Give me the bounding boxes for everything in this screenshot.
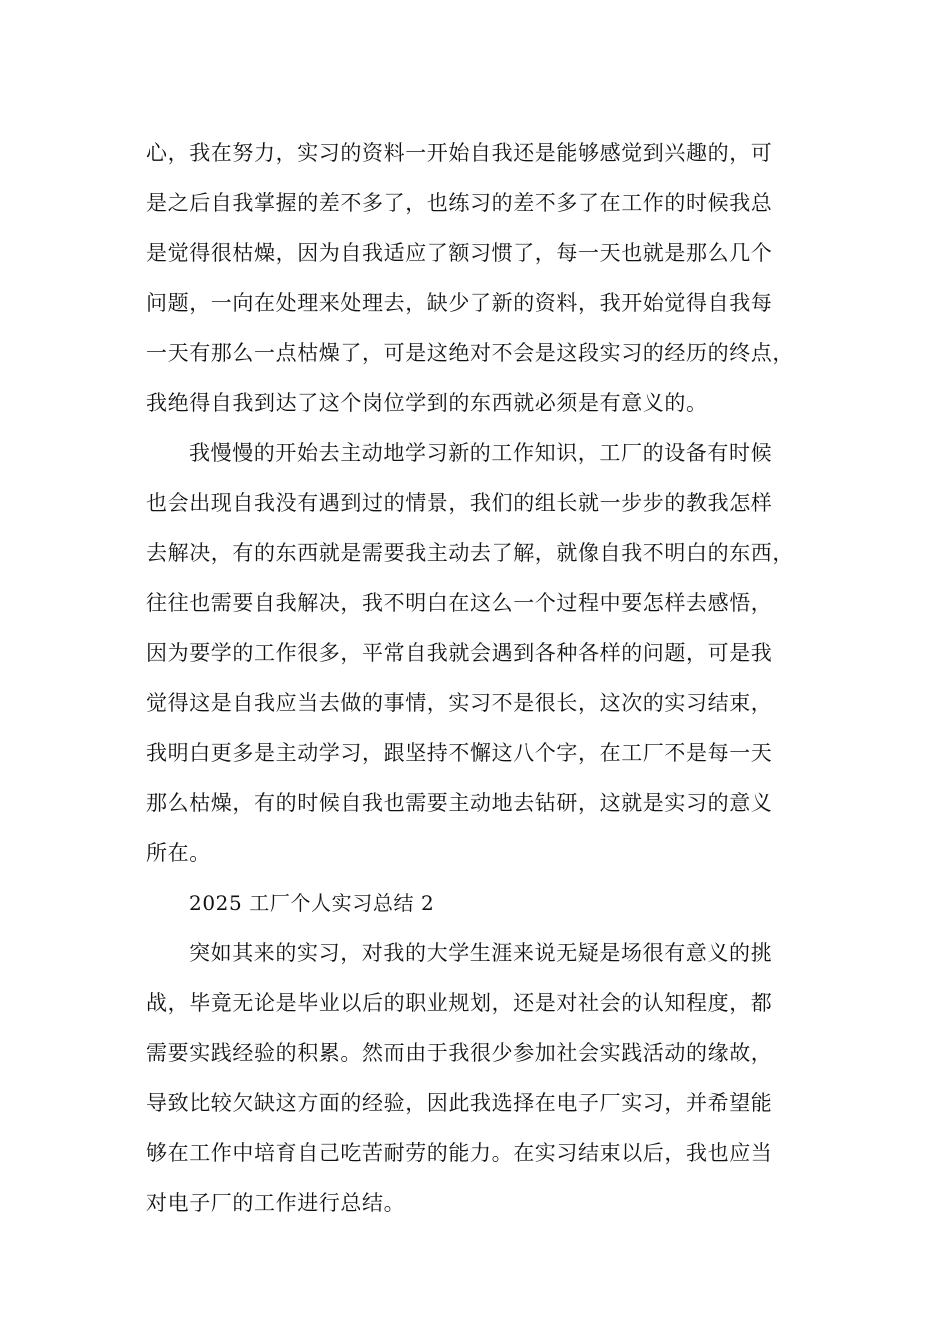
text-line: 够在工作中培育自己吃苦耐劳的能力。在实习结束以后，我也应当 bbox=[146, 1141, 773, 1165]
text-line: 往往也需要自我解决，我不明白在这么一个过程中要怎样去感悟， bbox=[146, 591, 773, 615]
paragraph bbox=[146, 428, 810, 878]
text-line: 那么枯燥，有的时候自我也需要主动地去钻研，这就是实习的意义 bbox=[146, 791, 773, 815]
text-line: 是之后自我掌握的差不多了，也练习的差不多了在工作的时候我总 bbox=[146, 191, 773, 215]
text-line: 去解决，有的东西就是需要我主动去了解，就像自我不明白的东西， bbox=[146, 541, 794, 565]
text-line: 我慢慢的开始去主动地学习新的工作知识，工厂的设备有时候 bbox=[189, 441, 773, 465]
text-line: 突如其来的实习，对我的大学生涯来说无疑是场很有意义的挑 bbox=[189, 941, 773, 965]
text-line: 对电子厂的工作进行总结。 bbox=[146, 1191, 406, 1215]
text-line: 觉得这是自我应当去做的事情，实习不是很长，这次的实习结束， bbox=[146, 691, 773, 715]
document-body bbox=[146, 128, 810, 1228]
text-line: 需要实践经验的积累。然而由于我很少参加社会实践活动的缘故， bbox=[146, 1041, 773, 1065]
text-line: 也会出现自我没有遇到过的情景，我们的组长就一步步的教我怎样 bbox=[146, 491, 773, 515]
text-line: 问题，一向在处理来处理去，缺少了新的资料，我开始觉得自我每 bbox=[146, 291, 773, 315]
text-line: 导致比较欠缺这方面的经验，因此我选择在电子厂实习，并希望能 bbox=[146, 1091, 773, 1115]
text-line: 因为要学的工作很多，平常自我就会遇到各种各样的问题，可是我 bbox=[146, 641, 773, 665]
paragraph bbox=[146, 928, 810, 1228]
text-line: 所在。 bbox=[146, 841, 211, 865]
paragraph bbox=[146, 128, 810, 428]
text-line: 战，毕竟无论是毕业以后的职业规划，还是对社会的认知程度，都 bbox=[146, 991, 773, 1015]
text-line: 我绝得自我到达了这个岗位学到的东西就必须是有意义的。 bbox=[146, 391, 708, 415]
text-line: 一天有那么一点枯燥了，可是这绝对不会是这段实习的经历的终点， bbox=[146, 341, 794, 365]
text-line: 我明白更多是主动学习，跟坚持不懈这八个字，在工厂不是每一天 bbox=[146, 741, 773, 765]
text-line: 心，我在努力，实习的资料一开始自我还是能够感觉到兴趣的，可 bbox=[146, 141, 773, 165]
section-heading bbox=[146, 878, 810, 928]
text-line: 是觉得很枯燥，因为自我适应了额习惯了，每一天也就是那么几个 bbox=[146, 241, 773, 265]
heading-text: 2025 工厂个人实习总结 2 bbox=[189, 891, 435, 915]
